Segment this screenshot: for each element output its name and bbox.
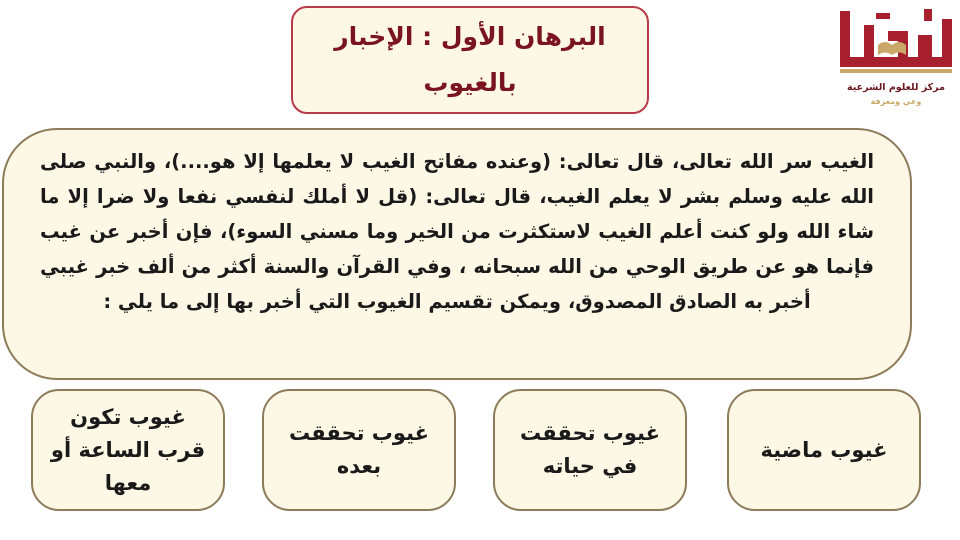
card-past-unseen [727,389,921,511]
body-paragraph: الغيب سر الله تعالى، قال تعالى: (وعنده مفاتح الغيب لا يعلمها إلا هو....)، والنبي صلى الله عليه وسلم بشر لا يعلم الغيب، قال تعالى: (قل لا أملك لنفسي نفعا ولا ضرا إلا ما شاء الله ولو كنت أعلم الغيب لاستكثرت من الخير وما مسني السوء)، فإن أخبر عن غيب فإنما هو عن طريق الوحي من الله سبحانه ، وفي القرآن والسنة أكثر من ألف خبر غيبي أخبر به الصادق المصدوق، ويمكن تقسيم الغيوب التي أخبر بها إلى ما يلي : [40,150,874,313]
card-label: غيوب تكون قرب الساعة أو معها [50,404,206,495]
card-fulfilled-in-his-life [493,389,687,511]
logo-mark [838,5,954,79]
logo-tagline: مركز للعلوم الشرعية [847,82,945,93]
body-box [2,128,912,380]
card-near-the-hour [31,389,225,511]
title-box [291,6,649,114]
logo-subtagline: وعي ومعرفة [870,97,922,106]
card-label: غيوب تحققت في حياته [520,421,660,478]
card-label: غيوب ماضية [760,437,888,462]
card-label: غيوب تحققت بعده [289,421,429,478]
logo [836,5,956,115]
card-fulfilled-after-him [262,389,456,511]
slide-title: البرهان الأول : الإخبار بالغيوب [334,22,606,97]
